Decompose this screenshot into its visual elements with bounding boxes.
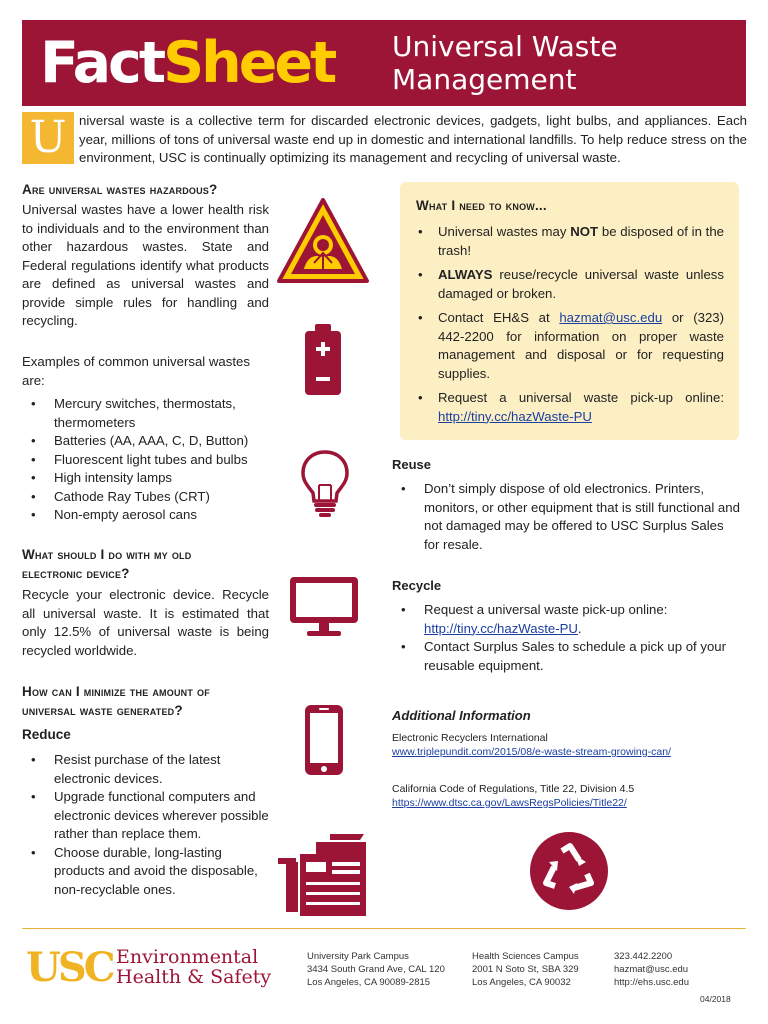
battery-icon [303, 324, 343, 396]
contact-info [614, 950, 689, 989]
intro-paragraph: niversal waste is a collective term for discarded electronic devices, gadgets, light bulbs, and appliances. Each year, millions of tons of universal waste end up in domestic and international landfills. To help reduce stress on the environment, USC is continually optimizing its management and recycling of universal waste. [79, 113, 747, 165]
header-banner [22, 20, 746, 106]
list-item: • Universal wastes may NOT be disposed of in the trash! [416, 223, 724, 260]
need-to-know-list [416, 223, 724, 426]
recycle-list [392, 601, 742, 675]
pickup-link[interactable]: http://tiny.cc/hazWaste-PU [438, 408, 592, 424]
list-item: • Request a universal waste pick-up online: http://tiny.cc/hazWaste-PU [416, 389, 724, 426]
hazardous-text: Universal wastes have a lower health risk to individuals and to the environment than other hazardous wastes. State and Federal regulations identify what products are defined as universal wastes and provide simple rules for handling and recycling. [22, 202, 269, 328]
recycle-label: Recycle [392, 578, 442, 593]
list-item: • Fluorescent light tubes and bulbs [22, 451, 272, 470]
pickup-link[interactable]: http://tiny.cc/hazWaste-PU [424, 620, 578, 636]
reference-2-title: California Code of Regulations, Title 22, Division 4.5 [392, 783, 635, 795]
list-item: • Non-empty aerosol cans [22, 506, 272, 525]
hsc-address: Health Sciences Campus 2001 N Soto St, SBA 329 Los Angeles, CA 90032 [472, 951, 579, 988]
phone: 323.442.2200 [614, 951, 673, 962]
list-item: • Don’t simply dispose of old electronics. Printers, monitors, or other equipment that is still functional and not damaged may be offered to USC Surplus Sales for resale. [392, 480, 742, 554]
factsheet-logo: FactSheet [40, 30, 335, 96]
list-item: • Cathode Ray Tubes (CRT) [22, 488, 272, 507]
need-to-know-box [400, 182, 739, 440]
examples-list [22, 395, 272, 525]
list-item: • Resist purchase of the latest electronic devices. [22, 751, 272, 788]
reduce-label: Reduce [22, 727, 71, 742]
reuse-list [392, 480, 742, 554]
list-item: • Mercury switches, thermostats, thermometers [22, 395, 272, 432]
lightbulb-icon [300, 449, 350, 519]
hazard-icon [276, 197, 370, 285]
drop-cap: U [22, 112, 74, 164]
reduce-list [22, 751, 272, 899]
smartphone-icon [304, 704, 344, 776]
usc-ehs-logo: USC Environmental Health & Safety [26, 944, 272, 991]
footer-email[interactable]: hazmat@usc.edu [614, 964, 689, 975]
list-item: • Request a universal waste pick-up online: http://tiny.cc/hazWaste-PU. [392, 601, 742, 638]
list-item: • Contact EH&S at hazmat@usc.edu or (323) 442-2200 for information on proper waste management and disposal or for requesting supplies. [416, 309, 724, 383]
upc-address: University Park Campus 3434 South Grand Ave, CAL 120 Los Angeles, CA 90089-2815 [307, 951, 445, 988]
copier-icon [278, 832, 370, 918]
monitor-icon [289, 576, 359, 638]
reuse-label: Reuse [392, 457, 432, 472]
minimize-heading: How can I minimize the amount of universal waste generated? [22, 684, 210, 718]
old-device-heading: What should I do with my old electronic device? [22, 547, 192, 581]
need-to-know-heading: What I need to know... [416, 198, 547, 213]
publish-date: 04/2018 [700, 994, 731, 1004]
list-item: • High intensity lamps [22, 469, 272, 488]
old-device-text: Recycle your electronic device. Recycle all universal waste. It is estimated that only 12.5% of universal waste is being recycled worldwide. [22, 587, 269, 658]
email-link[interactable]: hazmat@usc.edu [559, 310, 663, 325]
page-title: Universal Waste Management [392, 30, 618, 96]
list-item: • ALWAYS reuse/recycle universal waste unless damaged or broken. [416, 266, 724, 303]
additional-info-heading: Additional Information [392, 708, 531, 723]
list-item: • Contact Surplus Sales to schedule a pick up of your reusable equipment. [392, 638, 742, 675]
recycle-icon [529, 831, 609, 911]
reference-1-link[interactable]: www.triplepundit.com/2015/08/e-waste-stream-growing-can/ [392, 746, 671, 758]
footer-divider [22, 928, 746, 929]
list-item: • Upgrade functional computers and electronic devices wherever possible rather than replace them. [22, 788, 272, 844]
list-item: • Choose durable, long-lasting products and avoid the disposable, non-recyclable ones. [22, 844, 272, 900]
examples-intro: Examples of common universal wastes are: [22, 354, 250, 388]
reference-1-title: Electronic Recyclers International [392, 732, 548, 744]
hazardous-heading: Are universal wastes hazardous? [22, 182, 218, 197]
reference-2-link[interactable]: https://www.dtsc.ca.gov/LawsRegsPolicies/Title22/ [392, 797, 627, 809]
footer-website[interactable]: http://ehs.usc.edu [614, 977, 689, 988]
list-item: • Batteries (AA, AAA, C, D, Button) [22, 432, 272, 451]
